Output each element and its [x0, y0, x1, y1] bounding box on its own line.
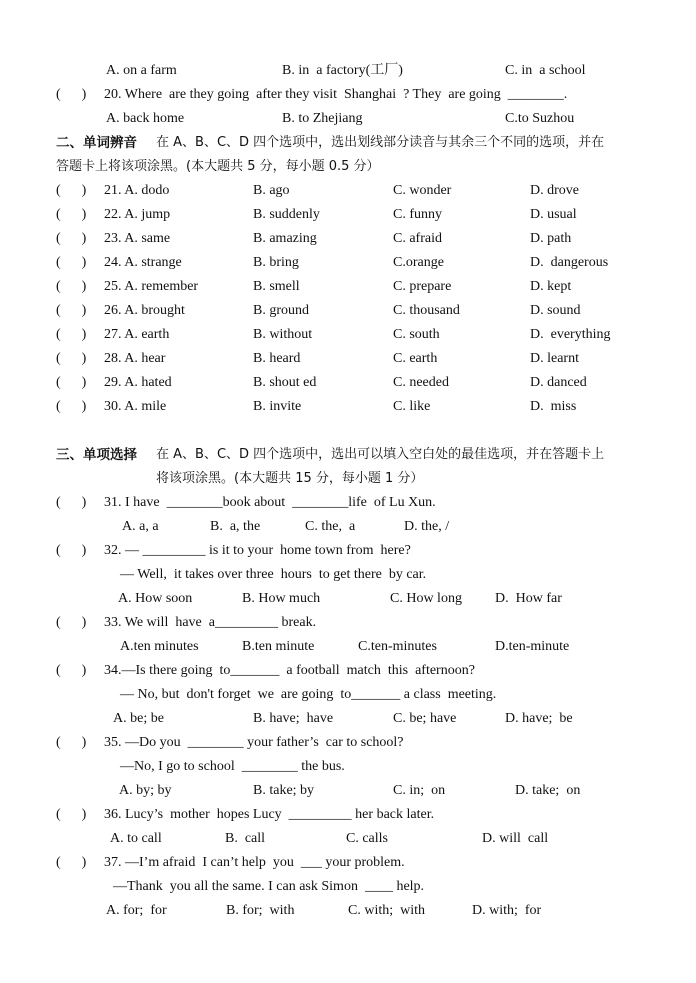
- answer-paren: ( ): [56, 855, 87, 870]
- q33-options: [0, 636, 696, 658]
- option-d: D. everything: [530, 327, 611, 342]
- option-b: B. suddenly: [253, 207, 320, 222]
- q19-options: [0, 60, 696, 82]
- answer-paren: ( ): [56, 303, 87, 318]
- question-text: 32. — _________ is it to your home town from here?: [104, 543, 411, 558]
- option-a: A. to call: [110, 831, 162, 846]
- section2-heading-line2: [0, 156, 696, 178]
- option-d: D. How far: [495, 591, 562, 606]
- option-b: B. invite: [253, 399, 302, 414]
- option-c: C. be; have: [393, 711, 457, 726]
- option-b: B. bring: [253, 255, 299, 270]
- q33-stem: [0, 612, 696, 634]
- option-b: B. in a factory(工厂): [282, 63, 403, 78]
- option-d: D. take; on: [515, 783, 581, 798]
- answer-paren: ( ): [56, 615, 87, 630]
- question-row: [0, 228, 696, 250]
- option-b: B. without: [253, 327, 313, 342]
- option-d: D. with; for: [472, 903, 542, 918]
- option-b: B. smell: [253, 279, 300, 294]
- question-text: 20. Where are they going after they visit Shanghai ? They are going ________.: [104, 87, 568, 102]
- answer-paren: ( ): [56, 327, 87, 342]
- answer-paren: ( ): [56, 255, 87, 270]
- option-d: D. drove: [530, 183, 579, 198]
- option-b: B. take; by: [253, 783, 315, 798]
- option-a: A. back home: [106, 111, 185, 126]
- option-d: D. the, /: [404, 519, 450, 534]
- answer-paren: ( ): [56, 543, 87, 558]
- dialogue-reply: —No, I go to school ________ the bus.: [120, 759, 345, 774]
- dialogue-reply: —Thank you all the same. I can ask Simon ____ help.: [113, 879, 425, 894]
- option-a: A. on a farm: [106, 63, 177, 78]
- option-d: D. danced: [530, 375, 587, 390]
- section3-heading: [0, 444, 696, 466]
- dialogue-reply: — Well, it takes over three hours to get there by car.: [120, 567, 427, 582]
- q36-stem: [0, 804, 696, 826]
- answer-paren: ( ): [56, 399, 87, 414]
- q20-options: [0, 108, 696, 130]
- answer-paren: ( ): [56, 351, 87, 366]
- option-a: 30. A. mile: [104, 399, 167, 414]
- q34-stem: [0, 660, 696, 682]
- q20-stem: [0, 84, 696, 106]
- option-c: C. with; with: [348, 903, 426, 918]
- option-a: 28. A. hear: [104, 351, 166, 366]
- answer-paren: ( ): [56, 207, 87, 222]
- option-c: C. earth: [393, 351, 438, 366]
- q35-options: [0, 780, 696, 802]
- option-c: C. like: [393, 399, 431, 414]
- q35-reply: [0, 756, 696, 778]
- option-b: B. for; with: [226, 903, 295, 918]
- section3-heading-line2: [0, 468, 696, 490]
- option-a: 29. A. hated: [104, 375, 172, 390]
- option-b: B. ago: [253, 183, 290, 198]
- option-c: C. the, a: [305, 519, 356, 534]
- section-instruction-cont: 答题卡上将该项涂黑。(本大题共 5 分，每小题 0.5 分）: [56, 159, 380, 174]
- q37-options: [0, 900, 696, 922]
- option-c: C. in; on: [393, 783, 446, 798]
- question-text: 33. We will have a_________ break.: [104, 615, 317, 630]
- option-d: D. sound: [530, 303, 581, 318]
- answer-paren: ( ): [56, 87, 87, 102]
- question-text: 34.—Is there going to_______ a football match this afternoon?: [104, 663, 475, 678]
- question-text: 36. Lucy’s mother hopes Lucy _________ her back later.: [104, 807, 435, 822]
- answer-paren: ( ): [56, 231, 87, 246]
- answer-paren: ( ): [56, 735, 87, 750]
- option-d: D. learnt: [530, 351, 579, 366]
- option-c: C.orange: [393, 255, 444, 270]
- option-c: C. thousand: [393, 303, 460, 318]
- option-a: 22. A. jump: [104, 207, 171, 222]
- dialogue-reply: — No, but don't forget we are going to_______ a class meeting.: [120, 687, 497, 702]
- section-title: 二、单词辨音: [56, 135, 137, 151]
- q32-reply: [0, 564, 696, 586]
- section-instruction-cont: 将该项涂黑。(本大题共 15 分，每小题 1 分）: [156, 471, 424, 486]
- option-b: B. heard: [253, 351, 301, 366]
- option-c: C. prepare: [393, 279, 452, 294]
- question-text: 31. I have ________book about ________life of Lu Xun.: [104, 495, 436, 510]
- question-row: [0, 372, 696, 394]
- question-text: 35. —Do you ________ your father’s car to school?: [104, 735, 404, 750]
- option-a: A. by; by: [119, 783, 172, 798]
- option-c: C. in a school: [505, 63, 586, 78]
- option-d: D. have; be: [505, 711, 573, 726]
- question-row: [0, 204, 696, 226]
- section-instruction: 在 A、B、C、D 四个选项中，选出划线部分读音与其余三个不同的选项，并在: [156, 135, 605, 150]
- q32-options: [0, 588, 696, 610]
- option-b: B. shout ed: [253, 375, 317, 390]
- answer-paren: ( ): [56, 495, 87, 510]
- option-d: D. miss: [530, 399, 577, 414]
- q34-options: [0, 708, 696, 730]
- option-a: 27. A. earth: [104, 327, 170, 342]
- question-row: [0, 348, 696, 370]
- section-title: 三、单项选择: [56, 447, 137, 463]
- option-c: C. afraid: [393, 231, 442, 246]
- option-c: C. funny: [393, 207, 442, 222]
- option-c: C. calls: [346, 831, 388, 846]
- option-d: D. path: [530, 231, 572, 246]
- option-b: B.ten minute: [242, 639, 315, 654]
- option-a: A. a, a: [122, 519, 159, 534]
- option-c: C. How long: [390, 591, 462, 606]
- option-c: C.ten-minutes: [358, 639, 437, 654]
- section-instruction: 在 A、B、C、D 四个选项中，选出可以填入空白处的最佳选项，并在答题卡上: [156, 447, 605, 462]
- question-row: [0, 252, 696, 274]
- option-c: C. south: [393, 327, 440, 342]
- option-a: 25. A. remember: [104, 279, 199, 294]
- option-d: D. dangerous: [530, 255, 609, 270]
- answer-paren: ( ): [56, 807, 87, 822]
- option-b: B. call: [225, 831, 266, 846]
- q36-options: [0, 828, 696, 850]
- option-c: C. needed: [393, 375, 449, 390]
- q31-options: [0, 516, 696, 538]
- option-d: D. kept: [530, 279, 572, 294]
- q34-reply: [0, 684, 696, 706]
- option-d: D. usual: [530, 207, 577, 222]
- q37-reply: [0, 876, 696, 898]
- option-a: A. be; be: [113, 711, 164, 726]
- question-text: 37. —I’m afraid I can’t help you ___ your problem.: [104, 855, 405, 870]
- option-a: A.ten minutes: [120, 639, 199, 654]
- option-a: A. for; for: [106, 903, 167, 918]
- option-b: B. ground: [253, 303, 309, 318]
- option-b: B. a, the: [210, 519, 261, 534]
- option-a: 23. A. same: [104, 231, 171, 246]
- option-a: 24. A. strange: [104, 255, 182, 270]
- q37-stem: [0, 852, 696, 874]
- answer-paren: ( ): [56, 375, 87, 390]
- option-a: A. How soon: [118, 591, 193, 606]
- question-row: [0, 276, 696, 298]
- option-a: 26. A. brought: [104, 303, 185, 318]
- option-b: B. to Zhejiang: [282, 111, 363, 126]
- question-row: [0, 300, 696, 322]
- q35-stem: [0, 732, 696, 754]
- option-b: B. amazing: [253, 231, 317, 246]
- option-c: C.to Suzhou: [505, 111, 575, 126]
- q32-stem: [0, 540, 696, 562]
- question-row: [0, 396, 696, 418]
- question-row: [0, 324, 696, 346]
- option-b: B. How much: [242, 591, 321, 606]
- option-c: C. wonder: [393, 183, 452, 198]
- option-d: D. will call: [482, 831, 549, 846]
- answer-paren: ( ): [56, 279, 87, 294]
- option-d: D.ten-minute: [495, 639, 570, 654]
- option-a: 21. A. dodo: [104, 183, 170, 198]
- question-row: [0, 180, 696, 202]
- answer-paren: ( ): [56, 663, 87, 678]
- section2-heading: [0, 132, 696, 154]
- q31-stem: [0, 492, 696, 514]
- option-b: B. have; have: [253, 711, 334, 726]
- answer-paren: ( ): [56, 183, 87, 198]
